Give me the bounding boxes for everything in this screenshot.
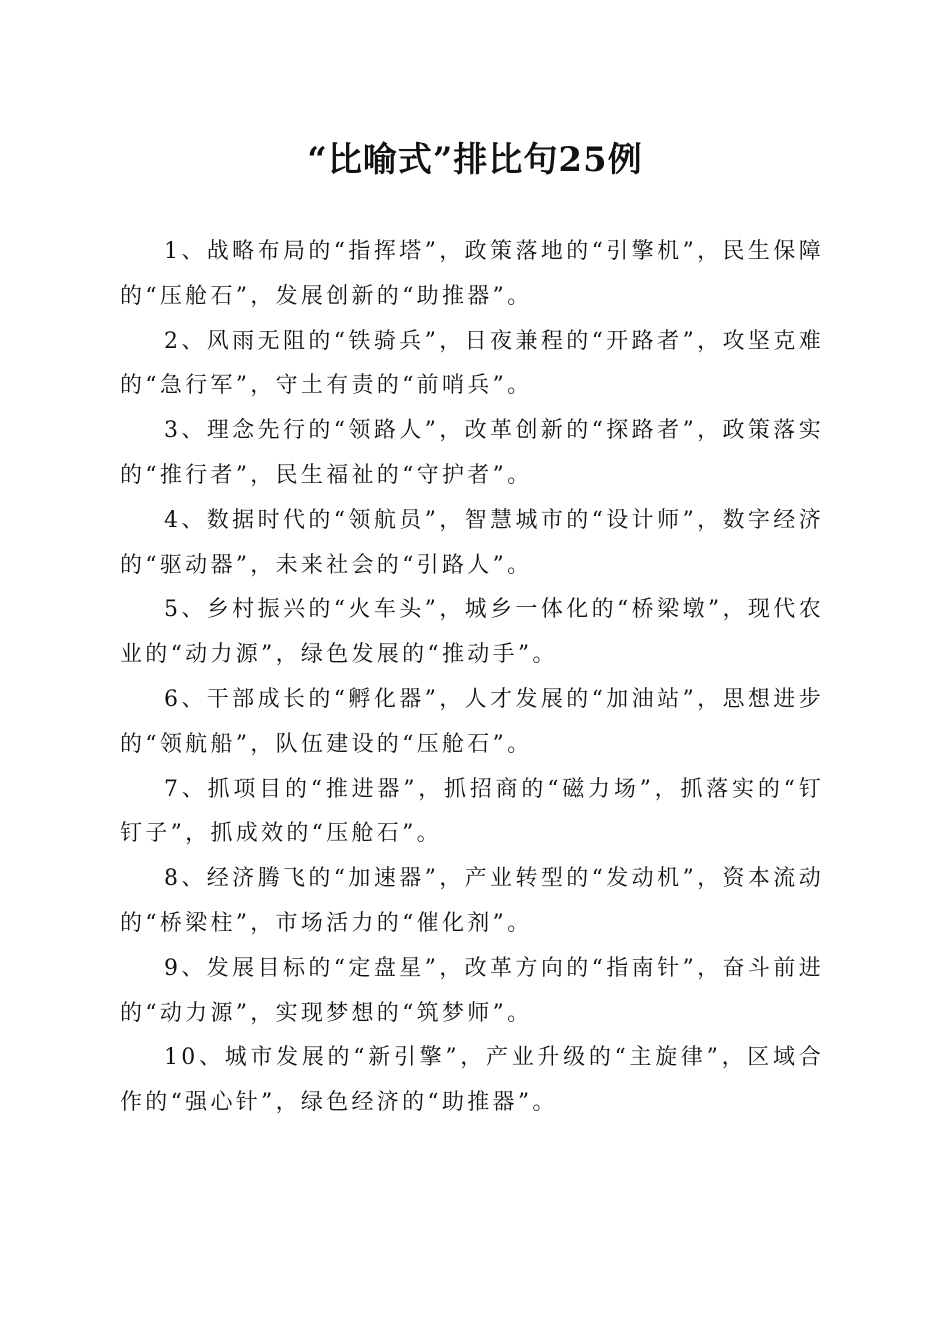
paragraph-9: 9、发展目标的“定盘星”，改革方向的“指南针”，奋斗前进的“动力源”，实现梦想的“筑梦师”。 <box>120 955 824 1026</box>
document-body <box>120 230 824 1126</box>
paragraph-1: 1、战略布局的“指挥塔”，政策落地的“引擎机”，民生保障的“压舱石”，发展创新的“助推器”。 <box>120 239 824 309</box>
paragraph-5: 5、乡村振兴的“火车头”，城乡一体化的“桥梁墩”，现代农业的“动力源”，绿色发展的“推动手”。 <box>120 597 824 668</box>
paragraph-3: 3、理念先行的“领路人”，改革创新的“探路者”，政策落实的“推行者”，民生福祉的“守护者”。 <box>120 418 824 488</box>
paragraph-6: 6、干部成长的“孵化器”，人才发展的“加油站”，思想进步的“领航船”，队伍建设的“压舱石”。 <box>120 686 824 757</box>
paragraph-2: 2、风雨无阻的“铁骑兵”，日夜兼程的“开路者”，攻坚克难的“急行军”，守土有责的“前哨兵”。 <box>120 328 824 399</box>
paragraph-8: 8、经济腾飞的“加速器”，产业转型的“发动机”，资本流动的“桥梁柱”，市场活力的“催化剂”。 <box>120 866 824 936</box>
paragraph-7: 7、抓项目的“推进器”，抓招商的“磁力场”，抓落实的“钉钉子”，抓成效的“压舱石”。 <box>120 776 824 847</box>
document-title: “比喻式”排比句25例 <box>307 140 643 180</box>
paragraph-4: 4、数据时代的“领航员”，智慧城市的“设计师”，数字经济的“驱动器”，未来社会的“引路人”。 <box>120 507 824 578</box>
paragraph-10: 10、城市发展的“新引擎”，产业升级的“主旋律”，区域合作的“强心针”，绿色经济的“助推器”。 <box>120 1045 824 1116</box>
